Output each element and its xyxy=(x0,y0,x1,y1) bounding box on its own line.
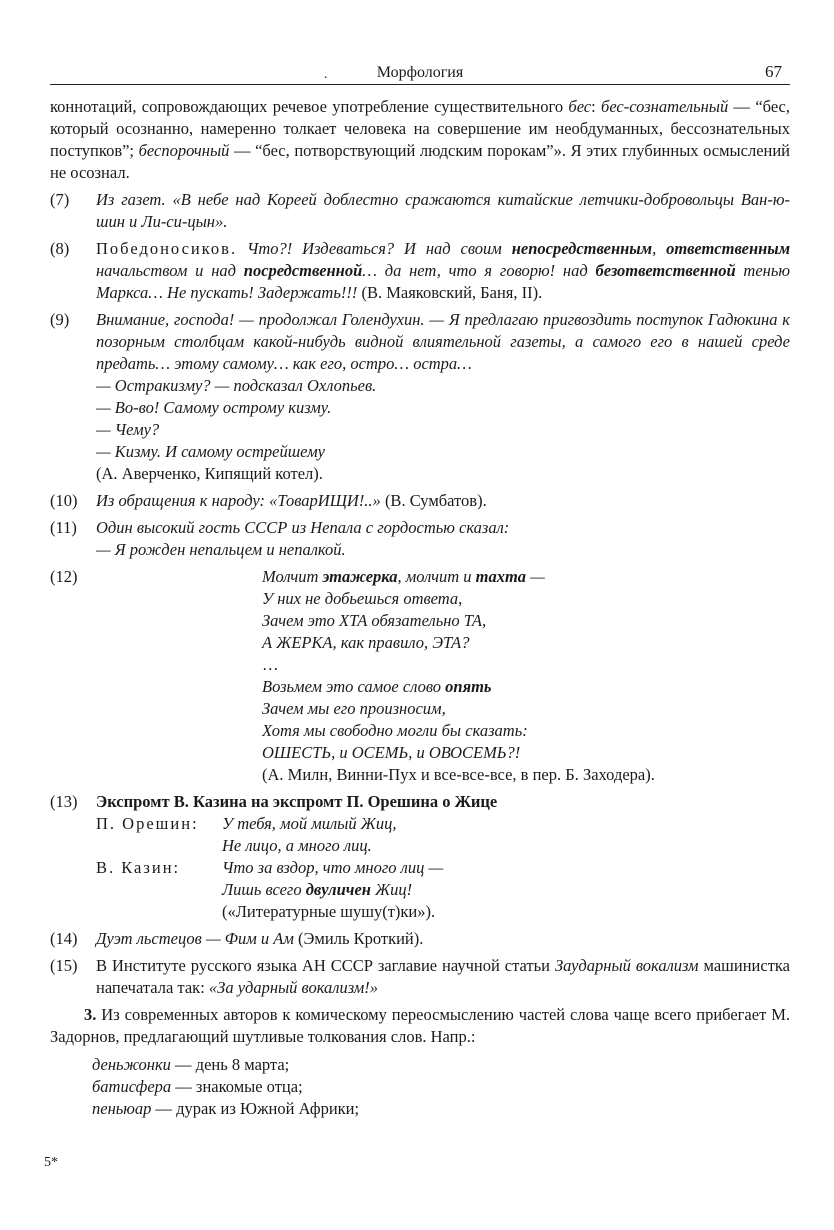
example-11: (11) Один высокий гость СССР из Непала с гордостью сказал: — Я рожден непальцем и непалкой. xyxy=(50,518,510,559)
poem: Молчит этажерка, молчит и тахта — У них не добьешься ответа, Зачем это ХТА обязательно ТА, А ЖЕРКА, как правило, ЭТА? … Возьмем это самое слово опять Зачем мы его произносим, Хотя мы свободно могли бы сказать: ОШЕСТЬ, и ОСЕМЬ, и ОВОСЕМЬ?! (А. Милн, Винни-Пух и все-все-все, в пер. Б. Заходера). xyxy=(262,567,655,784)
example-7: (7) Из газет. «В небе над Кореей доблестно сражаются китайские летчики-добровольцы Ван-ю-шин и Ли-си-цын». xyxy=(50,190,790,231)
list-item: батисфера — знакомые отца; xyxy=(92,1077,303,1096)
header-dot: . xyxy=(324,67,328,82)
example-9: (9) Внимание, господа! — продолжал Голендухин. — Я предлагаю пригвоздить поступок Гадюкина к позорным столбцам какой-нибудь видной влиятельной газеты, а самого его в нашей среде предать… этому самому… как его, остро… остра… — Остракизму? — подсказал Охлопьев. — Во-во! Самому острому кизму. — Чему? — Кизму. И самому острейшему (А. Аверченко, Кипящий котел). xyxy=(50,310,790,483)
list-item: пеньюар — дурак из Южной Африки; xyxy=(92,1099,360,1118)
example-13: (13) Экспромт В. Казина на экспромт П. Орешина о Жице П. Орешин: У тебя, мой милый Жиц, Не лицо, а много лиц. В. Казин: Что за вздор, что много лиц — Лишь всего двуличен Жиц! («Литературные шушу(т)ки»). xyxy=(50,791,790,923)
intro-paragraph: коннотаций, сопровождающих речевое употребление существительного бес: бес-сознательный — “бес, который осознанно, намеренно толкает человека на совершение им необдуманных, бессознательных поступков”; беспорочный — “бес, потворствующий людским порокам”». Я этих глубинных осмыслений не осознал. xyxy=(50,97,791,182)
signature-mark: 5* xyxy=(44,1155,58,1170)
page-number: 67 xyxy=(765,62,782,81)
running-title: Морфология xyxy=(376,64,464,81)
example-15: (15) В Институте русского языка АН СССР заглавие научной статьи Заударный вокализм машинистка напечатала так: «За ударный вокализм!» xyxy=(50,956,790,997)
example-14: (14) Дуэт льстецов — Фим и Ам (Эмиль Кроткий). xyxy=(50,929,424,948)
section-3-paragraph: 3. Из современных авторов к комическому переосмыслению частей слова чаще всего прибегает М. Задорнов, предлагающий шутливые толкования слов. Напр.: xyxy=(50,1005,790,1046)
epigram-title: Экспромт В. Казина на экспромт П. Орешина о Жице xyxy=(96,792,498,811)
example-12: (12) Молчит этажерка, молчит и тахта — У них не добьешься ответа, Зачем это ХТА обязательно ТА, А ЖЕРКА, как правило, ЭТА? … Возьмем это самое слово опять Зачем мы его произносим, Хотя мы свободно могли бы сказать: ОШЕСТЬ, и ОСЕМЬ, и ОВОСЕМЬ?! (А. Милн, Винни-Пух и все-все-все, в пер. Б. Заходера). xyxy=(50,566,790,786)
list-item: деньжонки — день 8 марта; xyxy=(92,1055,290,1074)
page-header xyxy=(50,58,790,85)
page-body xyxy=(50,96,790,1120)
example-10: (10) Из обращения к народу: «ТоварИЩИ!..» (В. Сумбатов). xyxy=(50,491,487,510)
example-8: (8) Победоносиков. Что?! Издеваться? И над своим непосредственным, ответственным начальством и над посредственной… да нет, что я говорю! над безответственной тенью Маркса… Не пускать! Задержать!!! (В. Маяковский, Баня, II). xyxy=(50,239,791,302)
word-list xyxy=(92,1054,790,1120)
